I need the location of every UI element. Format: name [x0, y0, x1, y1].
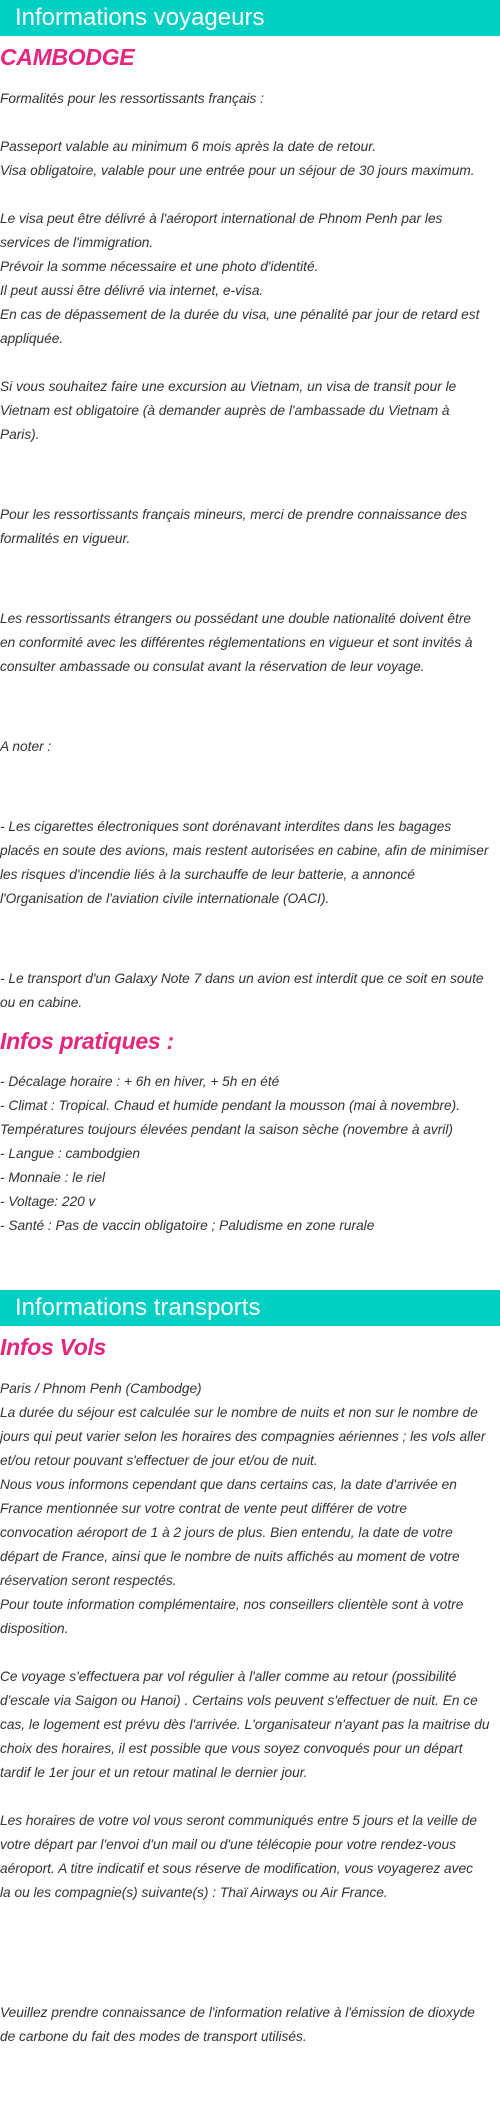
practical-info-heading: Infos pratiques : — [0, 1028, 174, 1054]
text-line: - Santé : Pas de vaccin obligatoire ; Paludisme en zone rurale — [0, 1218, 375, 1233]
text-line: Passeport valable au minimum 6 mois après la date de retour. — [0, 139, 377, 154]
formalities-intro: Formalités pour les ressortissants français : — [0, 91, 264, 106]
text-line: - Les cigarettes électroniques sont dorénavant interdites dans les bagages — [0, 819, 452, 834]
text-line: Il peut aussi être délivré via internet, e-visa. — [0, 283, 264, 298]
foreigners-paragraph — [0, 607, 500, 679]
text-line: placés en soute des avions, mais restent autorisées en cabine, afin de minimiser — [0, 843, 489, 858]
text-line: Paris). — [0, 427, 40, 442]
country-heading: CAMBODGE — [0, 44, 135, 70]
co2-paragraph — [0, 2001, 500, 2049]
regular-flight-paragraph — [0, 1665, 500, 1785]
text-line: Visa obligatoire, valable pour une entrée pour un séjour de 30 jours maximum. — [0, 163, 475, 178]
practical-info-list — [0, 1070, 500, 1238]
text-line: Nous vous informons cependant que dans certains cas, la date d'arrivée en — [0, 1477, 457, 1492]
text-line: - Langue : cambodgien — [0, 1146, 141, 1161]
text-line: et/ou retour pouvant s'effectuer de jour et/ou de nuit. — [0, 1453, 318, 1468]
text-line: Les ressortissants étrangers ou possédant une double nationalité doivent être — [0, 611, 472, 626]
visa-paragraph — [0, 207, 500, 351]
text-line: Si vous souhaitez faire une excursion au Vietnam, un visa de transit pour le — [0, 379, 457, 394]
text-line: les risques d'incendie liés à la surchauffe de leur batterie, a annoncé — [0, 867, 416, 882]
text-line: En cas de dépassement de la durée du visa, une pénalité par jour de retard est — [0, 307, 480, 322]
text-line: aéroport. A titre indicatif et sous réserve de modification, vous voyagerez avec — [0, 1861, 473, 1876]
text-line: consulter ambassade ou consulat avant la réservation de leur voyage. — [0, 659, 425, 674]
text-line: Les horaires de votre vol vous seront communiqués entre 5 jours et la veille de — [0, 1813, 478, 1828]
text-line: Pour les ressortissants français mineurs, merci de prendre connaissance des — [0, 507, 468, 522]
route-paragraph — [0, 1377, 500, 1641]
text-line: Le visa peut être délivré à l'aéroport international de Phnom Penh par les — [0, 211, 443, 226]
text-line: départ de France, ainsi que le nombre de nuits affichés au moment de votre — [0, 1549, 460, 1564]
text-line: - Climat : Tropical. Chaud et humide pendant la mousson (mai à novembre). — [0, 1098, 461, 1113]
text-line: votre départ par l'envoi d'un mail ou d'une télécopie pour votre rendez-vous — [0, 1837, 456, 1852]
text-line: Pour toute information complémentaire, nos conseillers clientèle sont à votre — [0, 1597, 464, 1612]
note-label: A noter : — [0, 739, 52, 754]
text-line: choix des horaires, il est possible que vous soyez convoqués pour un départ — [0, 1741, 463, 1756]
text-line: - Le transport d'un Galaxy Note 7 dans un avion est interdit que ce soit en soute — [0, 971, 484, 986]
travelers-info-banner: Informations voyageurs — [0, 0, 500, 36]
galaxy-note-paragraph — [0, 967, 500, 1015]
text-line: la ou les compagnie(s) suivante(s) : Thaï Airways ou Air France. — [0, 1885, 388, 1900]
text-line: en conformité avec les différentes réglementations en vigueur et sont invités à — [0, 635, 473, 650]
passport-paragraph — [0, 135, 500, 183]
text-line: - Voltage: 220 v — [0, 1194, 96, 1209]
text-line: France mentionnée sur votre contrat de vente peut différer de votre — [0, 1501, 408, 1516]
text-line: formalités en vigueur. — [0, 531, 131, 546]
flights-heading: Infos Vols — [0, 1334, 107, 1360]
minors-paragraph — [0, 503, 500, 551]
text-line: La durée du séjour est calculée sur le nombre de nuits et non sur le nombre de — [0, 1405, 478, 1420]
text-line: Paris / Phnom Penh (Cambodge) — [0, 1381, 202, 1396]
e-cigarettes-paragraph — [0, 815, 500, 911]
text-line: - Décalage horaire : + 6h en hiver, + 5h en été — [0, 1074, 280, 1089]
text-line: disposition. — [0, 1621, 69, 1636]
vietnam-visa-paragraph — [0, 375, 500, 447]
text-line: - Monnaie : le riel — [0, 1170, 105, 1185]
text-line: ou en cabine. — [0, 995, 83, 1010]
text-line: réservation seront respectés. — [0, 1573, 177, 1588]
text-line: services de l'immigration. — [0, 235, 154, 250]
text-line: Prévoir la somme nécessaire et une photo d'identité. — [0, 259, 319, 274]
text-line: tardif le 1er jour et un retour matinal le dernier jour. — [0, 1765, 308, 1780]
text-line: de carbone du fait des modes de transport utilisés. — [0, 2029, 307, 2044]
text-line: Veuillez prendre connaissance de l'information relative à l'émission de dioxyde — [0, 2005, 475, 2020]
text-line: d'escale via Saigon ou Hanoi) . Certains vols peuvent s'effectuer de nuit. En ce — [0, 1693, 478, 1708]
text-line: Températures toujours élevées pendant la saison sèche (novembre à avril) — [0, 1122, 453, 1137]
schedule-paragraph — [0, 1809, 500, 1905]
text-line: appliquée. — [0, 331, 64, 346]
text-line: convocation aéroport de 1 à 2 jours de plus. Bien entendu, la date de votre — [0, 1525, 453, 1540]
text-line: Ce voyage s'effectuera par vol régulier à l'aller comme au retour (possibilité — [0, 1669, 457, 1684]
transport-info-banner: Informations transports — [0, 1290, 500, 1326]
text-line: cas, le logement est prévu dès l'arrivée. L'organisateur n'ayant pas la maitrise du — [0, 1717, 490, 1732]
text-line: jours qui peut varier selon les horaires des compagnies aériennes ; les vols aller — [0, 1429, 486, 1444]
text-line: l'Organisation de l'aviation civile internationale (OACI). — [0, 891, 330, 906]
text-line: Vietnam est obligatoire (à demander auprès de l'ambassade du Vietnam à — [0, 403, 450, 418]
